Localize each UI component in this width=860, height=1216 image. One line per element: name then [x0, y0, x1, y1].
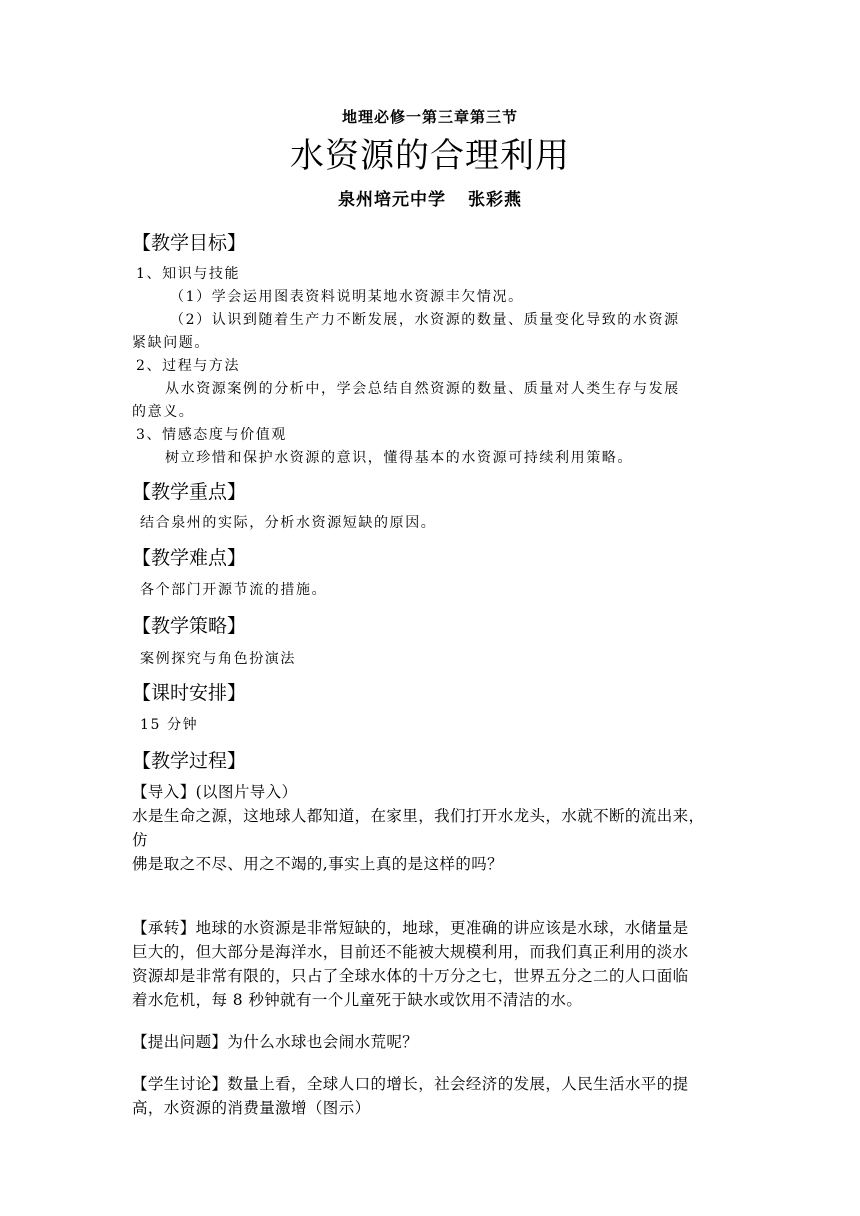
- transition-line-2: 巨大的，但大部分是海洋水，目前还不能被大规模利用，而我们真正利用的淡水: [132, 943, 689, 961]
- objective-1-line-1: （1）学会运用图表资料说明某地水资源丰欠情况。: [170, 289, 524, 305]
- transition-line-3: 资源却是非常有限的，只占了全球水体的十万分之七，世界五分之二的人口面临: [132, 967, 689, 985]
- discussion-line-2: 高，水资源的消费量激增（图示）: [132, 1099, 371, 1117]
- transition-line-4: 着水危机，每 8 秒钟就有一个儿童死于缺水或饮用不清洁的水。: [132, 991, 583, 1009]
- strategy-text: 案例探究与角色扮演法: [140, 651, 296, 667]
- difficulties-text: 各个部门开源节流的措施。: [140, 582, 328, 598]
- schedule-heading: 【课时安排】: [132, 682, 247, 704]
- objective-3-title: 3、情感态度与价值观: [136, 427, 287, 443]
- intro-line-4: 佛是取之不尽、用之不竭的,事实上真的是这样的吗？: [132, 855, 504, 873]
- transition-line-1: 【承转】地球的水资源是非常短缺的，地球，更准确的讲应该是水球，水储量是: [132, 919, 689, 937]
- key-points-heading: 【教学重点】: [132, 481, 247, 503]
- schedule-text: 15 分钟: [140, 717, 199, 733]
- discussion-line-1: 【学生讨论】数量上看，全球人口的增长，社会经济的发展，人民生活水平的提: [132, 1075, 689, 1093]
- objective-3-line-1: 树立珍惜和保护水资源的意识，懂得基本的水资源可持续利用策略。: [165, 450, 633, 466]
- question-line: 【提出问题】为什么水球也会闹水荒呢？: [132, 1033, 419, 1051]
- objective-1-line-2: （2）认识到随着生产力不断发展，水资源的数量、质量变化导致的水资源: [170, 312, 680, 328]
- intro-line-2: 水是生命之源，这地球人都知道，在家里，我们打开水龙头，水就不断的流出来，: [132, 807, 705, 825]
- objective-1-title: 1、知识与技能: [136, 266, 241, 282]
- objective-2-line-2: 的意义。: [132, 404, 195, 420]
- author-line: [0, 185, 860, 210]
- objective-1-line-3: 紧缺问题。: [132, 335, 210, 351]
- strategy-heading: 【教学策略】: [132, 615, 247, 637]
- page-title: 水资源的合理利用: [290, 136, 570, 176]
- difficulties-heading: 【教学难点】: [132, 547, 247, 569]
- process-heading: 【教学过程】: [132, 750, 247, 772]
- school-name: 泉州培元中学: [338, 190, 446, 210]
- intro-line-1: 【导入】(以图片导入）: [132, 783, 298, 801]
- author-name: 张彩燕: [468, 190, 522, 210]
- objectives-heading: 【教学目标】: [132, 232, 247, 254]
- chapter-subtitle: 地理必修一第三章第三节: [341, 108, 518, 126]
- intro-line-3: 仿: [132, 831, 148, 849]
- key-points-text: 结合泉州的实际，分析水资源短缺的原因。: [140, 515, 437, 531]
- objective-2-title: 2、过程与方法: [136, 358, 241, 374]
- objective-2-line-1: 从水资源案例的分析中，学会总结自然资源的数量、质量对人类生存与发展: [165, 381, 680, 397]
